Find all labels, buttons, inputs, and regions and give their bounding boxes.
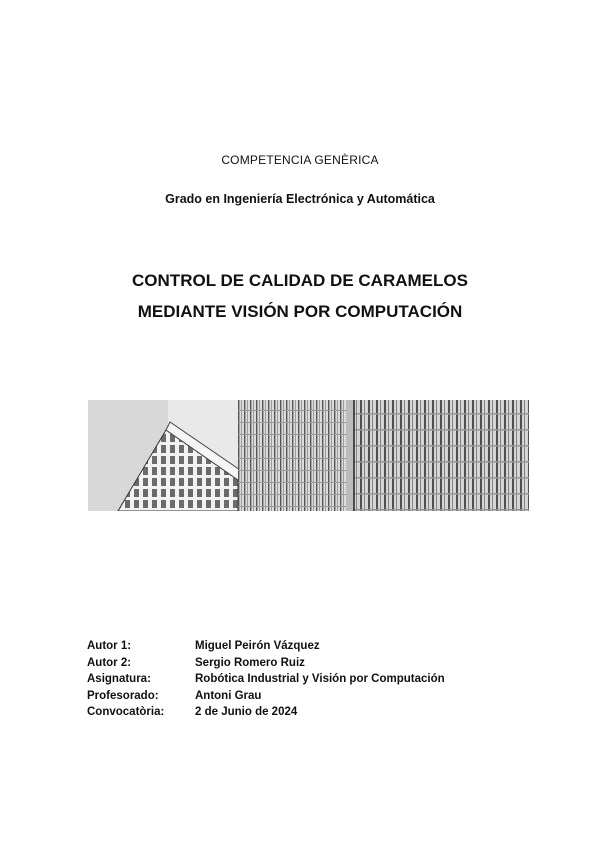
building-facade-image	[88, 400, 529, 511]
meta-value: Antoni Grau	[195, 689, 262, 702]
meta-label: Asignatura:	[87, 673, 151, 685]
competencia-heading: COMPETENCIA GENÈRICA	[221, 153, 379, 167]
meta-label: Autor 1:	[87, 640, 132, 652]
meta-label: Autor 2:	[87, 656, 132, 669]
meta-value: Miguel Peirón Vázquez	[195, 640, 320, 652]
meta-value: Sergio Romero Ruiz	[195, 656, 305, 669]
document-title-line-1: CONTROL DE CALIDAD DE CARAMELOS	[132, 271, 468, 290]
meta-label: Convocatòria:	[87, 706, 165, 718]
meta-label: Profesorado:	[87, 689, 159, 702]
document-title-line-2: MEDIANTE VISIÓN POR COMPUTACIÓN	[137, 302, 463, 321]
meta-value: Robótica Industrial y Visión por Computación	[195, 673, 445, 685]
meta-value: 2 de Junio de 2024	[195, 706, 298, 718]
degree-heading: Grado en Ingeniería Electrónica y Automática	[165, 192, 435, 206]
